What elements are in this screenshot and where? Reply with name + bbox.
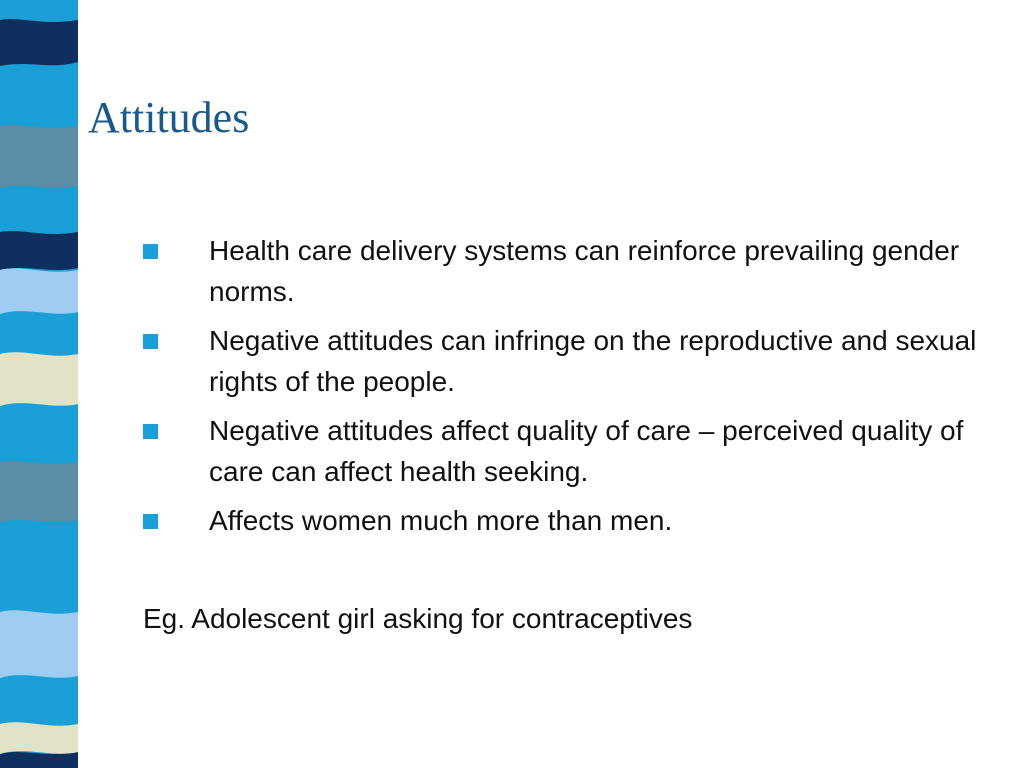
bullet-item xyxy=(143,410,1003,492)
square-bullet-icon xyxy=(143,244,158,259)
bullet-list xyxy=(143,230,1003,549)
decorative-stripe-band xyxy=(0,0,78,768)
square-bullet-icon xyxy=(143,424,158,439)
bullet-text: Negative attitudes can infringe on the reproductive and sexual rights of the people. xyxy=(209,325,977,397)
bullet-item xyxy=(143,500,1003,541)
square-bullet-icon xyxy=(143,334,158,349)
example-text: Eg. Adolescent girl asking for contraceptives xyxy=(143,603,693,634)
bullet-text: Health care delivery systems can reinforce prevailing gender norms. xyxy=(209,235,960,307)
bullet-text: Negative attitudes affect quality of care – perceived quality of care can affect health seeking. xyxy=(209,415,964,487)
bullet-text: Affects women much more than men. xyxy=(209,505,673,536)
bullet-item xyxy=(143,320,1003,402)
square-bullet-icon xyxy=(143,514,158,529)
bullet-item xyxy=(143,230,1003,312)
slide-title: Attitudes xyxy=(88,93,250,142)
